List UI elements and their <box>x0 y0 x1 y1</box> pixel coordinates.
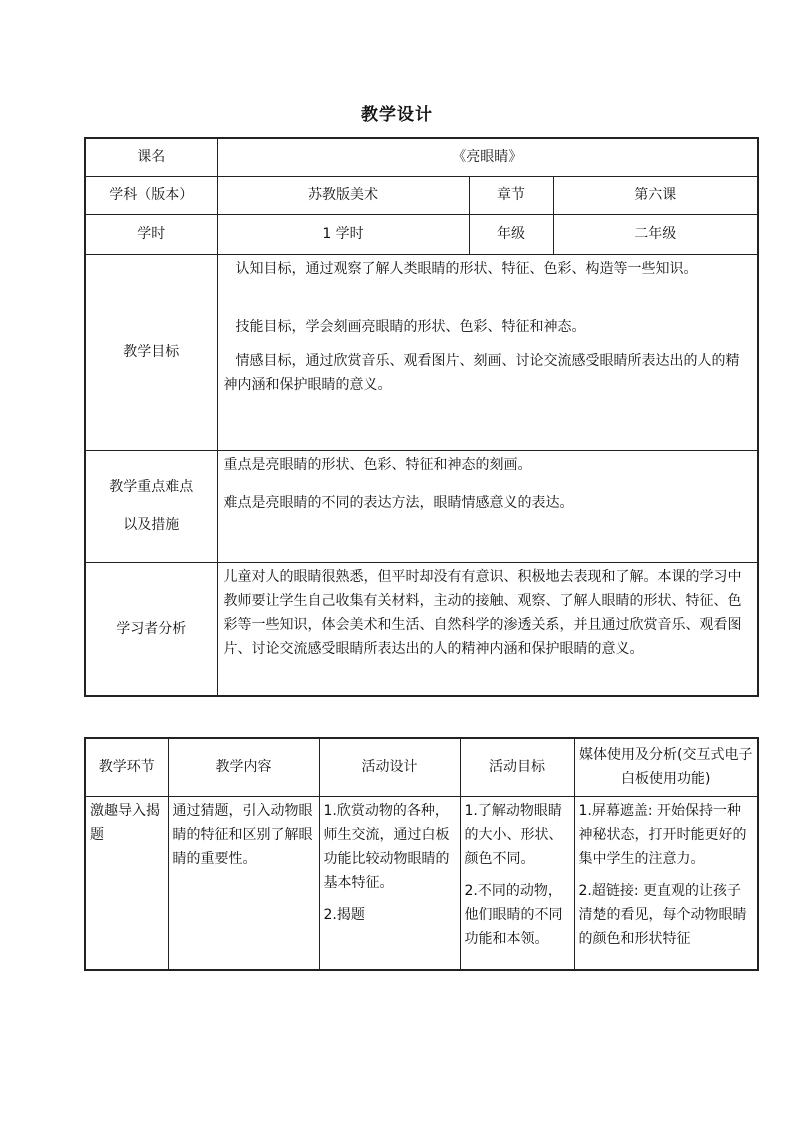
teaching-process-table <box>84 737 759 971</box>
subject-label: 学科（版本） <box>85 176 217 214</box>
learner-analysis: 儿童对人的眼睛很熟悉，但平时却没有有意识、积极地去表现和了解。本课的学习中教师要让学生自己收集有关材料，主动的接触、观察、了解人眼睛的形状、特征、色彩等一些知识，体会美术和生活、自然科学的渗透关系，并且通过欣赏音乐、观看图片、讨论交流感受眼睛所表达出的人的精神内涵和保护眼睛的意义。 <box>217 562 758 696</box>
page-title: 教学设计 <box>361 105 433 125</box>
course-label: 课名 <box>85 138 217 176</box>
hours-label: 学时 <box>85 214 217 254</box>
keypoints-label-line2: 以及措施 <box>123 517 180 533</box>
chapter-label: 章节 <box>469 176 553 214</box>
chapter-value: 第六课 <box>553 176 758 214</box>
header-stage: 教学环节 <box>85 738 168 796</box>
goals-label: 教学目标 <box>85 254 217 450</box>
hours-value: 1 学时 <box>217 214 469 254</box>
keypoints-cell <box>217 450 758 562</box>
header-media: 媒体使用及分析(交互式电子白板使用功能) <box>574 738 758 796</box>
media-item-1: 1.屏幕遮盖: 开始保持一种神秘状态，打开时能更好的集中学生的注意力。 <box>578 802 747 867</box>
subject-value: 苏教版美术 <box>217 176 469 214</box>
table-row <box>85 796 758 970</box>
goal-item-2: 2.不同的动物，他们眼睛的不同功能和本领。 <box>464 882 563 947</box>
learner-label: 学习者分析 <box>85 562 217 696</box>
header-design: 活动设计 <box>319 738 460 796</box>
goal-item-1: 1.了解动物眼睛的大小、形状、颜色不同。 <box>464 802 563 867</box>
row-goal <box>460 796 574 970</box>
keypoints-label-line1: 教学重点难点 <box>109 479 194 495</box>
difficult-point: 难点是亮眼睛的不同的表达方法，眼睛情感意义的表达。 <box>223 494 574 511</box>
lesson-info-table <box>84 137 759 697</box>
grade-label: 年级 <box>469 214 553 254</box>
course-value: 《亮眼睛》 <box>217 138 758 176</box>
header-goal: 活动目标 <box>460 738 574 796</box>
row-design <box>319 796 460 970</box>
grade-value: 二年级 <box>553 214 758 254</box>
keypoints-label <box>85 450 217 562</box>
header-content: 教学内容 <box>168 738 319 796</box>
design-item-1: 1.欣赏动物的各种，师生交流，通过白板功能比较动物眼睛的基本特征。 <box>323 802 450 891</box>
emotion-goal: 情感目标，通过欣赏音乐、观看图片、刻画、讨论交流感受眼睛所表达出的人的精神内涵和保护眼睛的意义。 <box>223 352 740 393</box>
row-stage: 激趣导入揭题 <box>85 796 168 970</box>
row-media <box>574 796 758 970</box>
design-item-2: 2.揭题 <box>323 906 365 923</box>
goals-cell <box>217 254 758 450</box>
skill-goal: 技能目标，学会刻画亮眼睛的形状、色彩、特征和神态。 <box>235 318 586 335</box>
media-item-2: 2.超链接: 更直观的让孩子清楚的看见，每个动物眼睛的颜色和形状特征 <box>578 882 747 947</box>
row-content: 通过猜题，引入动物眼睛的特征和区别了解眼睛的重要性。 <box>168 796 319 970</box>
key-point: 重点是亮眼睛的形状、色彩、特征和神态的刻画。 <box>223 456 532 473</box>
cognitive-goal: 认知目标，通过观察了解人类眼睛的形状、特征、色彩、构造等一些知识。 <box>235 260 698 277</box>
